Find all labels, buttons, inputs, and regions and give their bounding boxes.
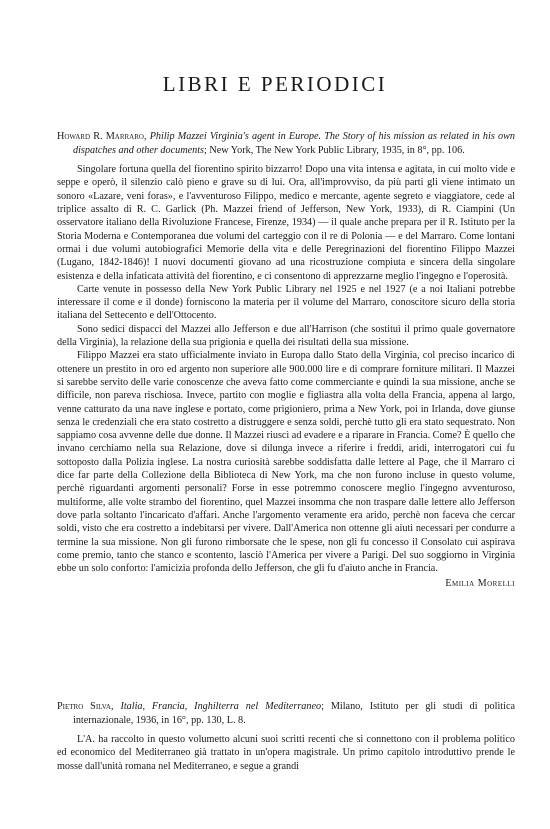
- paragraph: Singolare fortuna quella del fiorentino spirito bizzarro! Dopo una vita intensa e agitata, in cui molto vide e seppe e operò, il silenzio calò pieno e grave su di lui. Ora, all'improvviso, da più parti gli viene intimato un sonoro «Lazare, veni foras», e l'avventuroso Filippo, medico e mercante, agente segreto e viaggiatore, cede al triplice assalto di R. C. Garlick (Ph. Mazzei friend of Jefferson, New York, 1933), di R. Ciampini (Un osservatore italiano della Rivoluzione Francese, Firenze, 1934) — il quale anche prepara per il R. Istituto per la Storia Moderna e Contemporanea due volumi del carteggio con il re di Polonia — e del Marraro. Come lontani ormai i due volumi autobiografici Memorie della vita e delle Peregrinazioni del fiorentino Filippo Mazzei (Lugano, 1842-1846)! I nuovi documenti giovano ad una ricostruzione compiuta e sincera della singolare esistenza e della infaticata attività del fiorentino, e ci consentono di apprezzarne meglio l'ingegno e l'operosità.: [57, 164, 515, 282]
- paragraph: Sono sedici dispacci del Mazzei allo Jefferson e due all'Harrison (che sostituì il primo quale governatore della Virginia), la relazione della sua prigionia e quella dei risultati della sua missione.: [57, 323, 515, 349]
- paragraph: Filippo Mazzei era stato ufficialmente inviato in Europa dallo Stato della Virginia, col preciso incarico di ottenere un prestito in oro ed argento non superiore alle 900.000 lire e di comprare forniture militari. Il Mazzei si sarebbe servito delle varie conoscenze che aveva fatto come commerciante e quindi la sua missione, anche se difficile, non pareva rischiosa. Invece, partito con moglie e figliastra alla volta della Francia, appena al largo, venne catturato da una nave inglese e portato, come prigioniero, prima a New York, poi in Irlanda, dove giunse senza le credenziali che era stato costretto a distruggere e senza soldi, perchè tutto gli era stato sequestrato. Non sappiamo cosa avvenne delle due donne. Il Mazzei riuscì ad evadere e a riparare in Francia. Come? È quello che invano cerchiamo nella sua Relazione, dove si dilunga invece a riferire i freddi, aridi, interrogatori cui fu sottoposto dalla Polizia inglese. La nostra curiosità sarebbe soddisfatta dalle lettere al Page, che il Marraro ci dice far parte della Collezione della Biblioteca di New York, ma che non furono incluse in questo volume, perchè riguardanti argomenti personali? Forse in esse potremmo conoscere meglio l'ingegno avventuroso, multiforme, alle volte strambo del fiorentino, quel Mazzei insomma che non traspare dalle lettere allo Jefferson dove parla soltanto l'incaricato d'affari. Anche l'argomento veramente era arido, perchè non faceva che cercar soldi, visto che era costretto a indebitarsi per vivere. Dall'America non ottenne gli aiuti necessari per condurre a termine la sua missione. Non gli furono rimborsate che le spese, non gli fu concesso il Consolato cui aspirava come premio, tanto che stanco e scontento, lasciò l'America per vivere a Parigi. Del suo soggiorno in Virginia ebbe un solo conforto: l'amicizia profonda dello Jefferson, che gli fu d'aiuto anche in Francia.: [57, 350, 515, 575]
- publication-details: ; New York, The New York Public Library, 1935, in 8°, pp. 106.: [204, 144, 465, 156]
- bibliographic-reference: Howard R. Marraro, Philip Mazzei Virginia's agent in Europe. The Story of his mission as related in his own dispatches and other documents; New York, The New York Public Library, 1935, in 8°, pp. 106.: [57, 131, 515, 156]
- bibliographic-reference: Pietro Silva, Italia, Francia, Inghilterra nel Mediterraneo; Milano, Istituto per gli studi di politica internazionale, 1936, in 16°, pp. 130, L. 8.: [57, 701, 515, 726]
- publication-details: ; Milano, Istituto per gli studi di politica internazionale, 1936, in 16°, pp. 130, L. 8.: [73, 701, 515, 726]
- book-title: Philip Mazzei Virginia's agent in Europe. The Story of his mission as related in his own dispatches and other documents: [73, 131, 515, 156]
- paragraph: Carte venute in possesso della New York Public Library nel 1925 e nel 1927 (e a noi Italiani potrebbe interessare il come e il donde) forniscono la materia per il volume del Marraro, conoscitore sicuro della storia italiana del Settecento e dell'Ottocento.: [57, 283, 515, 322]
- review-body: [57, 163, 515, 575]
- paragraph: L'A. ha raccolto in questo volumetto alcuni suoi scritti recenti che si connettono con il problema politico ed economico del Mediterraneo già trattato in un'opera magistrale. Un primo capitolo introduttivo prende le mosse dall'unità romana nel Mediterraneo, e segue a grandi: [57, 734, 515, 772]
- book-title: Italia, Francia, Inghilterra nel Mediterraneo: [120, 701, 322, 712]
- author-name: Howard R. Marraro: [57, 131, 144, 142]
- review-silva: [57, 700, 515, 773]
- author-name: Pietro Silva: [57, 701, 111, 712]
- review-body: [57, 733, 515, 773]
- review-marraro: [57, 130, 515, 589]
- page-title: LIBRI E PERIODICI: [162, 72, 388, 96]
- reviewer-signature: Emilia Morelli: [445, 578, 515, 590]
